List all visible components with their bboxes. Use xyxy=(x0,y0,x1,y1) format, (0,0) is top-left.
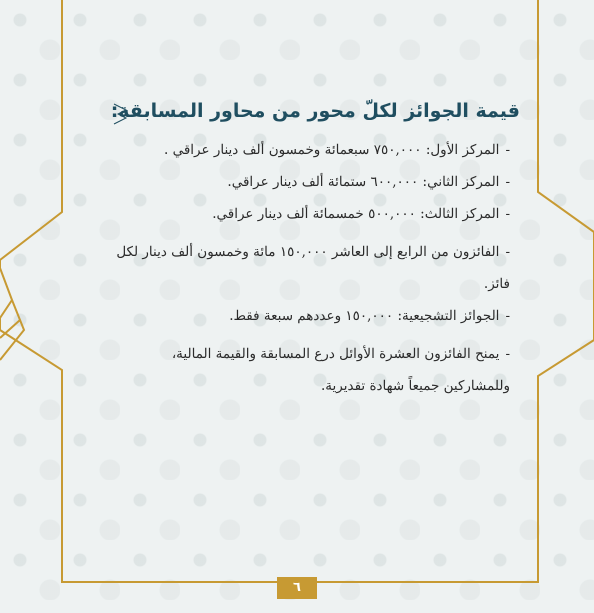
section-heading: قيمة الجوائز لكلّ محور من محاور المسابقة: xyxy=(110,100,520,122)
list-item: -الفائزون من الرابع إلى العاشر ١٥٠,٠٠٠ مائة وخمسون ألف دينار لكل فائز. xyxy=(116,244,510,292)
page-number: ٦ xyxy=(277,577,317,599)
list-item: -الجوائز التشجيعية: ١٥٠,٠٠٠ وعددهم سبعة فقط. xyxy=(229,308,510,324)
list-item: -المركز الثاني: ٦٠٠,٠٠٠ ستمائة ألف دينار عراقي. xyxy=(227,174,510,190)
list-item: -يمنح الفائزون العشرة الأوائل درع المسابقة والقيمة المالية، وللمشاركين جميعاً شهادة تقديرية. xyxy=(171,346,510,394)
list-item: -المركز الثالث: ٥٠٠,٠٠٠ خمسمائة ألف دينار عراقي. xyxy=(212,206,510,222)
prizes-section xyxy=(110,100,520,402)
list-item: -المركز الأول: ٧٥٠,٠٠٠ سبعمائة وخمسون ألف دينار عراقي . xyxy=(163,142,510,158)
